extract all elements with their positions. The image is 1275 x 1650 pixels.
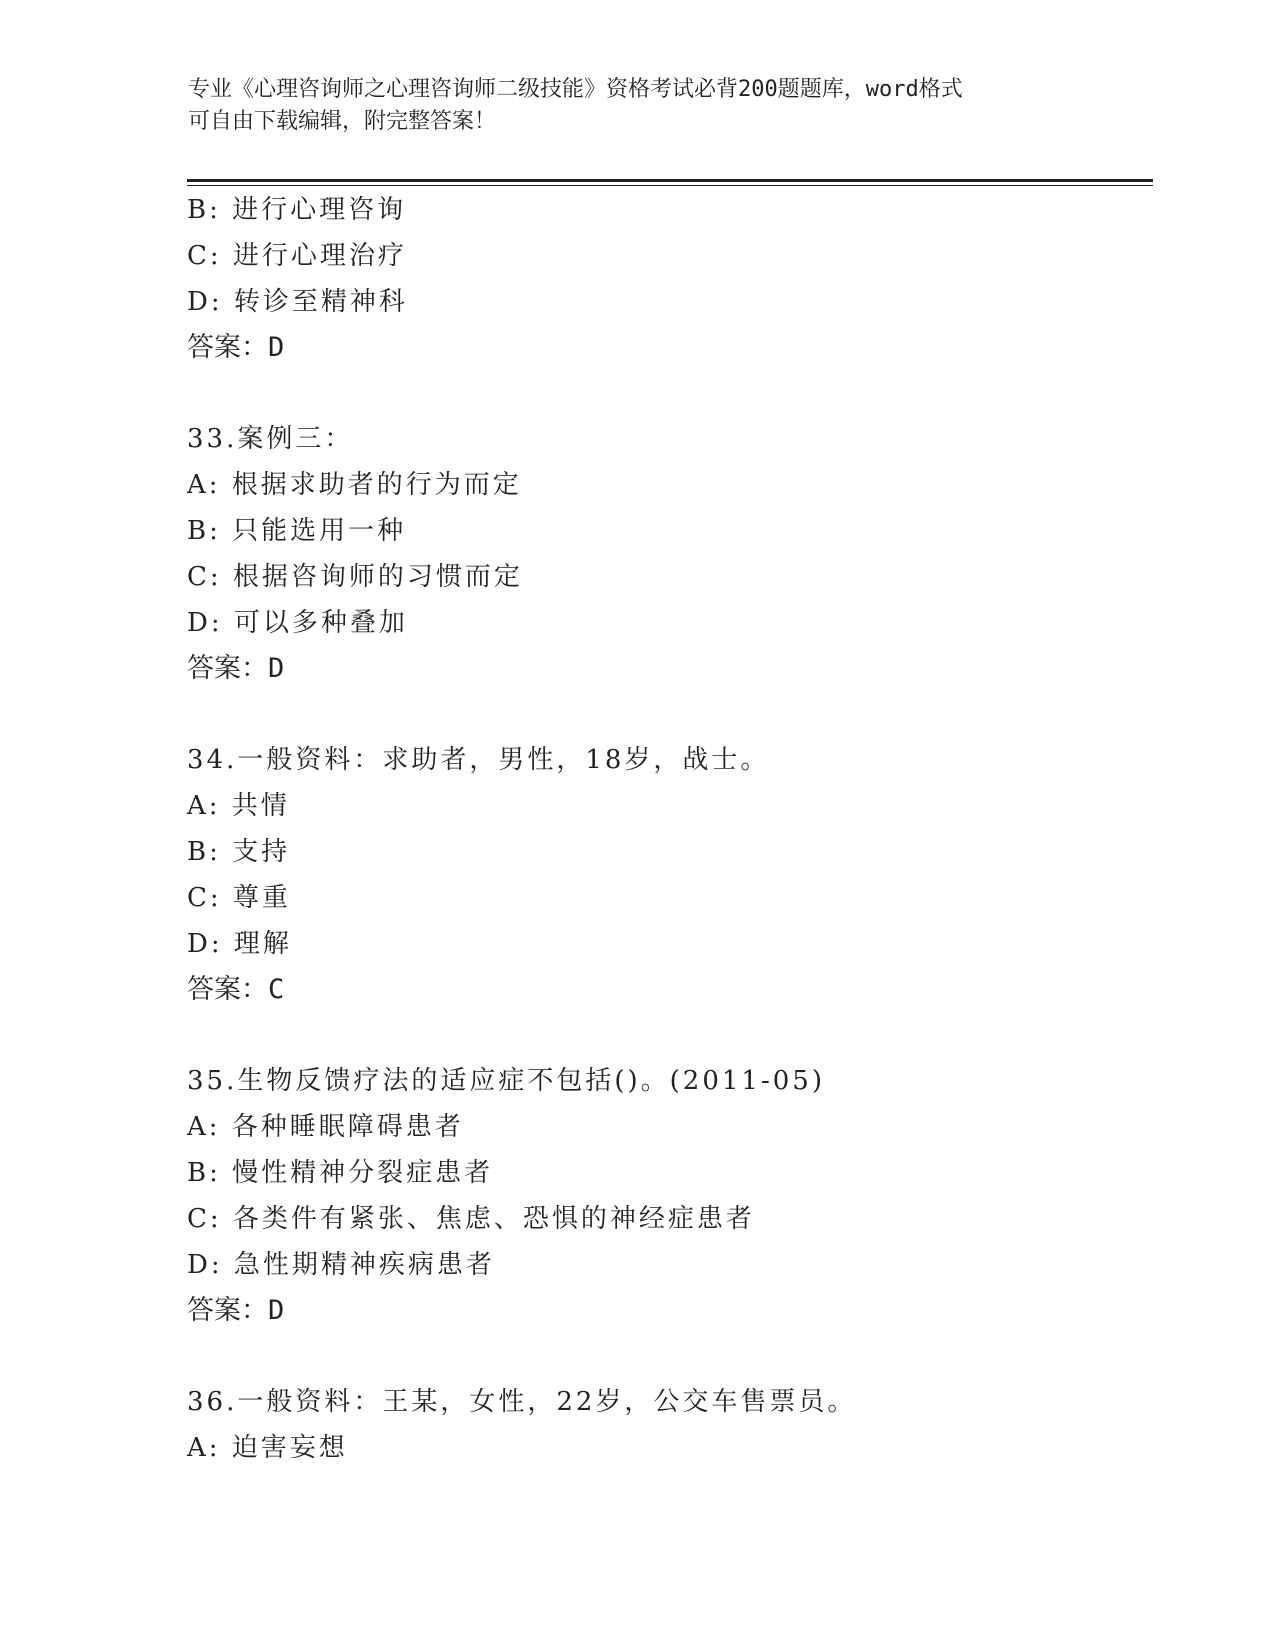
option-b: B: 支持 <box>187 837 291 867</box>
option-b: B: 慢性精神分裂症患者 <box>187 1158 494 1188</box>
option-a: A: 共情 <box>187 791 290 821</box>
answer-line: 答案：C <box>187 974 285 1005</box>
question-text: 34.一般资料：求助者，男性，18岁，战士。 <box>187 745 770 775</box>
question-text: 33.案例三： <box>187 424 354 454</box>
option-c: C: 各类件有紧张、焦虑、恐惧的神经症患者 <box>187 1204 755 1234</box>
option-c: C: 尊重 <box>187 883 291 913</box>
answer-line: 答案：D <box>187 332 285 363</box>
option-d: D: 急性期精神疾病患者 <box>187 1250 495 1280</box>
option-b: B: 进行心理咨询 <box>187 195 407 225</box>
document-header <box>188 74 1088 138</box>
question-block <box>187 737 1147 1013</box>
question-block <box>187 1379 1147 1471</box>
question-block <box>187 187 1147 371</box>
option-c: C: 根据咨询师的习惯而定 <box>187 562 523 592</box>
option-d: D: 理解 <box>187 929 292 959</box>
option-a: A: 根据求助者的行为而定 <box>187 470 522 500</box>
answer-line: 答案：D <box>187 1295 285 1326</box>
option-a: A: 迫害妄想 <box>187 1433 348 1463</box>
answer-line: 答案：D <box>187 653 285 684</box>
option-d: D: 可以多种叠加 <box>187 608 408 638</box>
option-d: D: 转诊至精神科 <box>187 287 408 317</box>
header-line-2: 可自由下载编辑，附完整答案！ <box>188 109 497 134</box>
header-divider-thick <box>187 179 1153 182</box>
question-text: 35.生物反馈疗法的适应症不包括()。(2011-05) <box>187 1066 825 1096</box>
question-list <box>187 187 1147 1471</box>
question-block <box>187 1058 1147 1334</box>
question-text: 36.一般资料：王某，女性，22岁，公交车售票员。 <box>187 1387 857 1417</box>
option-a: A: 各种睡眠障碍患者 <box>187 1112 464 1142</box>
option-b: B: 只能选用一种 <box>187 516 407 546</box>
question-block <box>187 416 1147 692</box>
header-divider-thin <box>187 185 1153 186</box>
option-c: C: 进行心理治疗 <box>187 241 407 271</box>
header-line-1: 专业《心理咨询师之心理咨询师二级技能》资格考试必背200题题库，word格式 <box>188 77 963 102</box>
